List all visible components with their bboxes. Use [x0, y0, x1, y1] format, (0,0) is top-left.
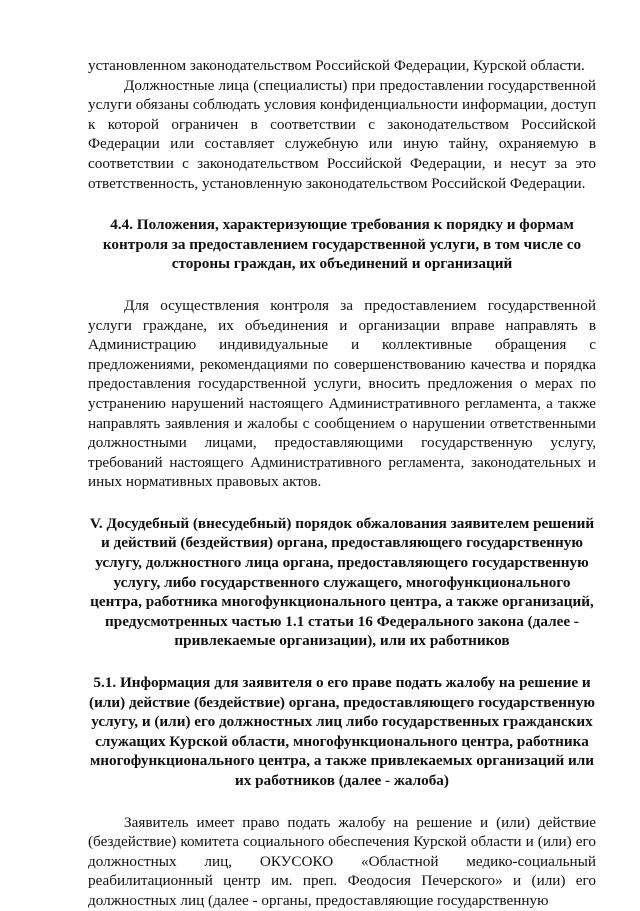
section-heading-4-4: 4.4. Положения, характеризующие требования к порядку и формам контроля за предоставлением государственной услуги, в том числе со стороны граждан, их объединений и организаций: [102, 216, 582, 273]
section-heading-v: V. Досудебный (внесудебный) порядок обжалования заявителем решений и действий (бездействия) органа, предоставляющего государственную услугу, должностного лица органа, предоставляющего государственную услугу, либо государственного служащего, многофункционального центра, работника многофункционального центра, а также организаций, предусмотренных частью 1.1 статьи 16 Федерального закона (далее - привлекаемые организации), или их работников: [89, 514, 595, 650]
paragraph-complaint-right: Заявитель имеет право подать жалобу на решение и (или) действие (бездействие) комитета социального обеспечения Курской области и (или) его должностных лиц, ОКУСОКО «Областной медико-социальный реабилитационный центр им. преп. Феодосия Печерского» и (или) его должностных лиц (далее - органы, предоставляющие государственную: [88, 813, 596, 909]
section-heading-5-1: 5.1. Информация для заявителя о его праве подать жалобу на решение и (или) действие (бездействие) органа, предоставляющего государственную услугу, и (или) его должностных лиц либо государственных гражданских служащих Курской области, многофункционального центра, работника многофункционального центра, а также привлекаемых организаций или их работников (далее - жалоба): [89, 674, 595, 789]
paragraph-control: Для осуществления контроля за предоставлением государственной услуги граждане, их объединения и организации вправе направлять в Администрацию индивидуальные и коллективные обращения с предложениями, рекомендациями по совершенствованию качества и порядка предоставления государственной услуги, вносить предложения о мерах по устранению нарушений настоящего Административного регламента, а также направлять заявления и жалобы с сообщением о нарушении ответственными должностными лицами, предоставляющими государственную услугу, требований настоящего Административного регламента, законодательных и иных нормативных правовых актов.: [88, 296, 596, 491]
paragraph-continuation: установленном законодательством Российской Федерации, Курской области.: [88, 57, 585, 74]
document-page: [88, 56, 596, 911]
paragraph-confidentiality: Должностные лица (специалисты) при предоставлении государственной услуги обязаны соблюдать условия конфиденциальности информации, доступ к которой ограничен в соответствии с законодательством Российской Федерации или составляет служебную или иную тайну, охраняемую в соответствии с законодательством Российской Федерации, и несут за это ответственность, установленную законодательством Российской Федерации.: [88, 76, 596, 192]
